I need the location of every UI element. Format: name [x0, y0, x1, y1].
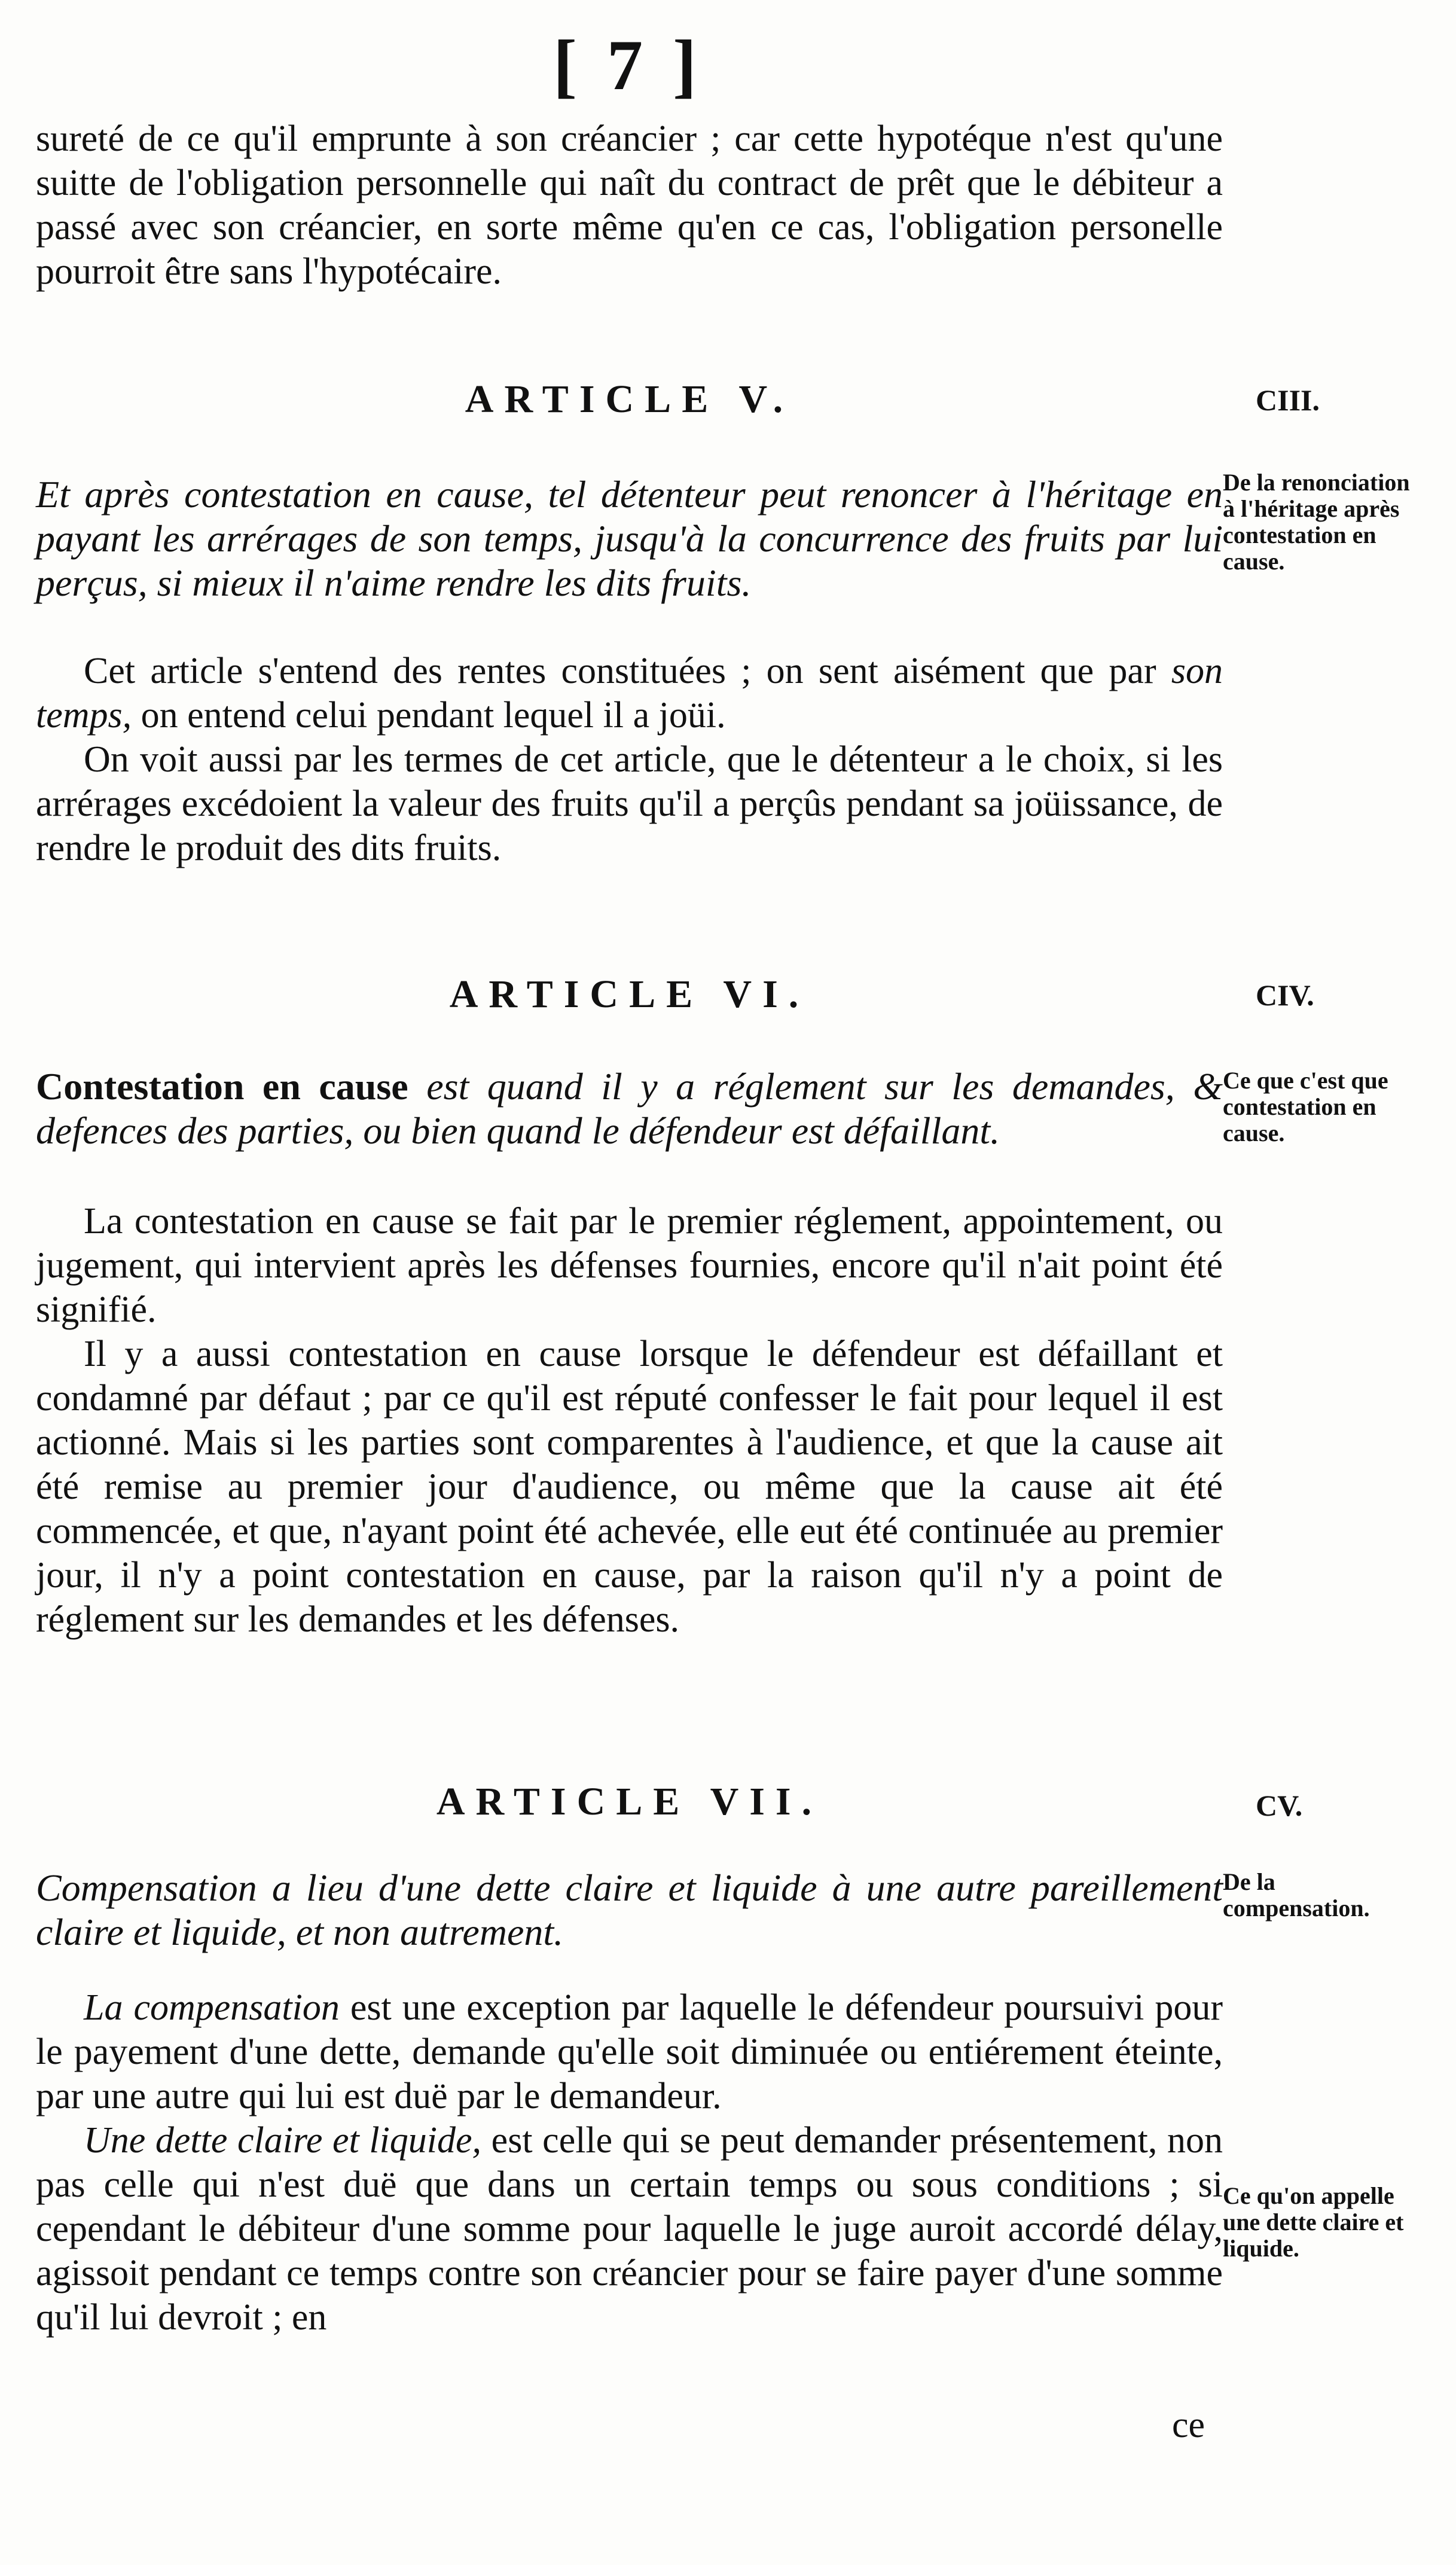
article-5-rule: Et après contestation en cause, tel détenteur peut renoncer à l'héritage en payant les arrérages de son temps, jusqu'à la concurrence des fruits par lui perçus, si mieux il n'aime rendre les dits fruits. [36, 473, 1223, 604]
article-7-heading: ARTICLE VII. [436, 1780, 823, 1823]
page-number: [ 7 ] [553, 25, 703, 105]
article-5-para-2: On voit aussi par les termes de cet article, que le détenteur a le choix, si les arrérages excédoient la valeur des fruits qu'il a perçûs pendant sa joüissance, de rendre le produit des dits fruits. [36, 739, 1223, 868]
article-5-para-1-end: on entend celui pendant lequel il a joüi. [141, 695, 726, 736]
article-6-para-2: Il y a aussi contestation en cause lorsque le défendeur est défaillant et condamné par défaut ; par ce qu'il est réputé confesser le fait pour lequel il est actionné. Mais si les parties sont comparentes à l'audience, et que la cause ait été remise au premier jour d'audience, ou même que la cause ait été commencée, et que, n'ayant point été achevée, elle eut été continuée au premier jour, il n'y a point contestation en cause, par la raison qu'il n'y a point de réglement sur les demandes et les défenses. [36, 1334, 1223, 1640]
article-7-para-1-italic: La compensation [84, 1987, 340, 2028]
article-7-para-2 [36, 2118, 1223, 2340]
article-6-heading: ARTICLE VI. [449, 972, 810, 1016]
article-6-rule [36, 1065, 1223, 1153]
article-5-para-1-start: Cet article s'entend des rentes constituées ; on sent aisément que par [84, 651, 1156, 691]
article-7-para-1-rest: est une exception par laquelle le défendeur poursuivi pour le payement d'une dette, demande qu'elle soit diminuée ou entiérement éteinte, par une autre qui lui est duë par le demandeur. [36, 1987, 1223, 2116]
article-7-margin-note: De la compensation. [1223, 1868, 1370, 1922]
article-6-para-1: La contestation en cause se fait par le premier réglement, appointement, ou jugement, qui intervient après les défenses fournies, encore qu'il n'ait point été signifié. [36, 1201, 1223, 1330]
article-6-rule-lead: Contestation en cause [36, 1065, 408, 1108]
article-7-commentary [36, 1985, 1223, 2340]
article-7-margin-note-2: Ce qu'on appelle une dette claire et liquide. [1223, 2182, 1404, 2262]
article-7-number: CV. [1256, 1789, 1303, 1822]
intro-paragraph [36, 117, 1223, 294]
article-6-rule-rest: est quand il y a réglement sur les demandes, & defences des parties, ou bien quand le défendeur est défaillant. [36, 1065, 1223, 1152]
article-7-rule: Compensation a lieu d'une dette claire et liquide à une autre pareillement claire et liquide, et non autrement. [36, 1866, 1223, 1953]
article-6-margin-note: Ce que c'est que contestation en cause. [1223, 1067, 1388, 1146]
article-5-commentary [36, 649, 1223, 870]
article-5-number: CIII. [1256, 383, 1320, 417]
article-6-number: CIV. [1256, 978, 1314, 1012]
article-6-commentary [36, 1199, 1223, 1642]
article-5-para-1-italic: son temps, [36, 651, 1223, 736]
article-5-para-1 [36, 649, 1223, 737]
article-7-para-2-italic: Une dette claire et liquide, [84, 2120, 482, 2161]
article-5-heading: ARTICLE V. [465, 377, 794, 421]
intro-text: sureté de ce qu'il emprunte à son créancier ; car cette hypotéque n'est qu'une suitte de l'obligation personnelle qui naît du contract de prêt que le débiteur a passé avec son créancier, en sorte même qu'en ce cas, l'obligation personelle pourroit être sans l'hypotécaire. [36, 118, 1223, 292]
article-7-para-1 [36, 1985, 1223, 2118]
catchword: ce [1172, 2405, 1205, 2445]
article-7-para-2-rest: est celle qui se peut demander présentement, non pas celle qui n'est duë que dans un certain temps ou sous conditions ; si cependant le débiteur d'une somme pour laquelle le juge auroit accordé délay, agissoit pendant ce temps contre son créancier pour se faire payer d'une somme qu'il lui devroit ; en [36, 2120, 1223, 2338]
article-5-margin-note: De la renonciation à l'héritage après contestation en cause. [1223, 469, 1410, 575]
